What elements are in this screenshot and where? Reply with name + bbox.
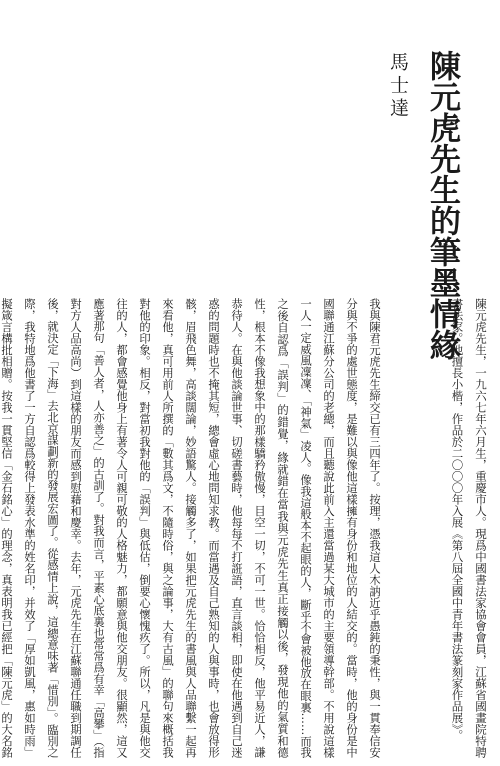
- author-name: 馬士達: [387, 52, 409, 121]
- article-body: 我與陳君元虎先生締交已有三四年了。按理，憑我這人木訥近乎愚鈍的秉性，與一貫奉信安分與不爭的處世態度，是難以與像他這樣擁有身份和地位的人結交的。當時，他的身份是中國聯通江蘇分公司的老總，而且聽說此前入主還當過某大城市的主要領導幹部。不用說這樣一人一定威風凜凜、「神氣」凌人。像我這般本不起眼的人，斷乎不會被他放在眼裏……而我之後自認爲「誤判」的錯覺，緣就錯在當我與元虎先生真正接觸以後，發現他的氣質和德性，根本不像我想象中的那樣驕矜傲慢，目空一切，不可一世。恰恰相反，他平易近人，謙恭待人。在與他談論世事、切磋書藝時，他每每不打誑語，直言談相，即使在他遇到自己迷惑的問題時也不掩其短，總會虛心地問知求教。而當遇及自己熟知的人與事時，也會放得形骸，眉飛色舞，高談闊論，妙語驚人。接觸多了，如果把元虎先生的書風與人品聯繫一起再來看他，真可用前人所撰的「數其爲文，不隨時俗，與之論事，大有古風」的聯句來概括我對他的印象。相反，對當初我對他的「誤判」與低估，倒要心懷愧疚了。所以，凡是與他交往的人，都會感覺他身上有著令人可親可敬的人格魅力，都願意與他交朋友。很顯然，這又應著那句「善人者，人亦善之」的古訓了。對我而言，平素心底裏也常常爲有幸「高攀」（指對方人品高尚）到這樣的朋友而感到慰藉和慶幸。去年，元虎先生在江蘇聯通任職到期調任後，就決定「下海」去北京謀劃新的發展宏圖了。從感情上說，這總意味著「惜別」。臨別之際，我特地爲他書了一方自認爲較得上發表水準的姓名印，并效了「厚如凱風，惠如時雨」擬箴言構批相贈。按我一貫堅信「金石銘心」的理念，真表明我已經把「陳元虎」的大名銘: [0, 298, 381, 758]
- author-bio: 陳元虎先生，一九六七年六月生，重慶市人。現爲中國書法家協會會員，江蘇省國畫院特聘書法家。他擅長小楷，作品於二〇〇〇年入展《第八屆全國中青年書法篆刻家作品展》。: [450, 298, 488, 758]
- article-title: 陳元虎先生的筆墨情緣: [424, 50, 460, 360]
